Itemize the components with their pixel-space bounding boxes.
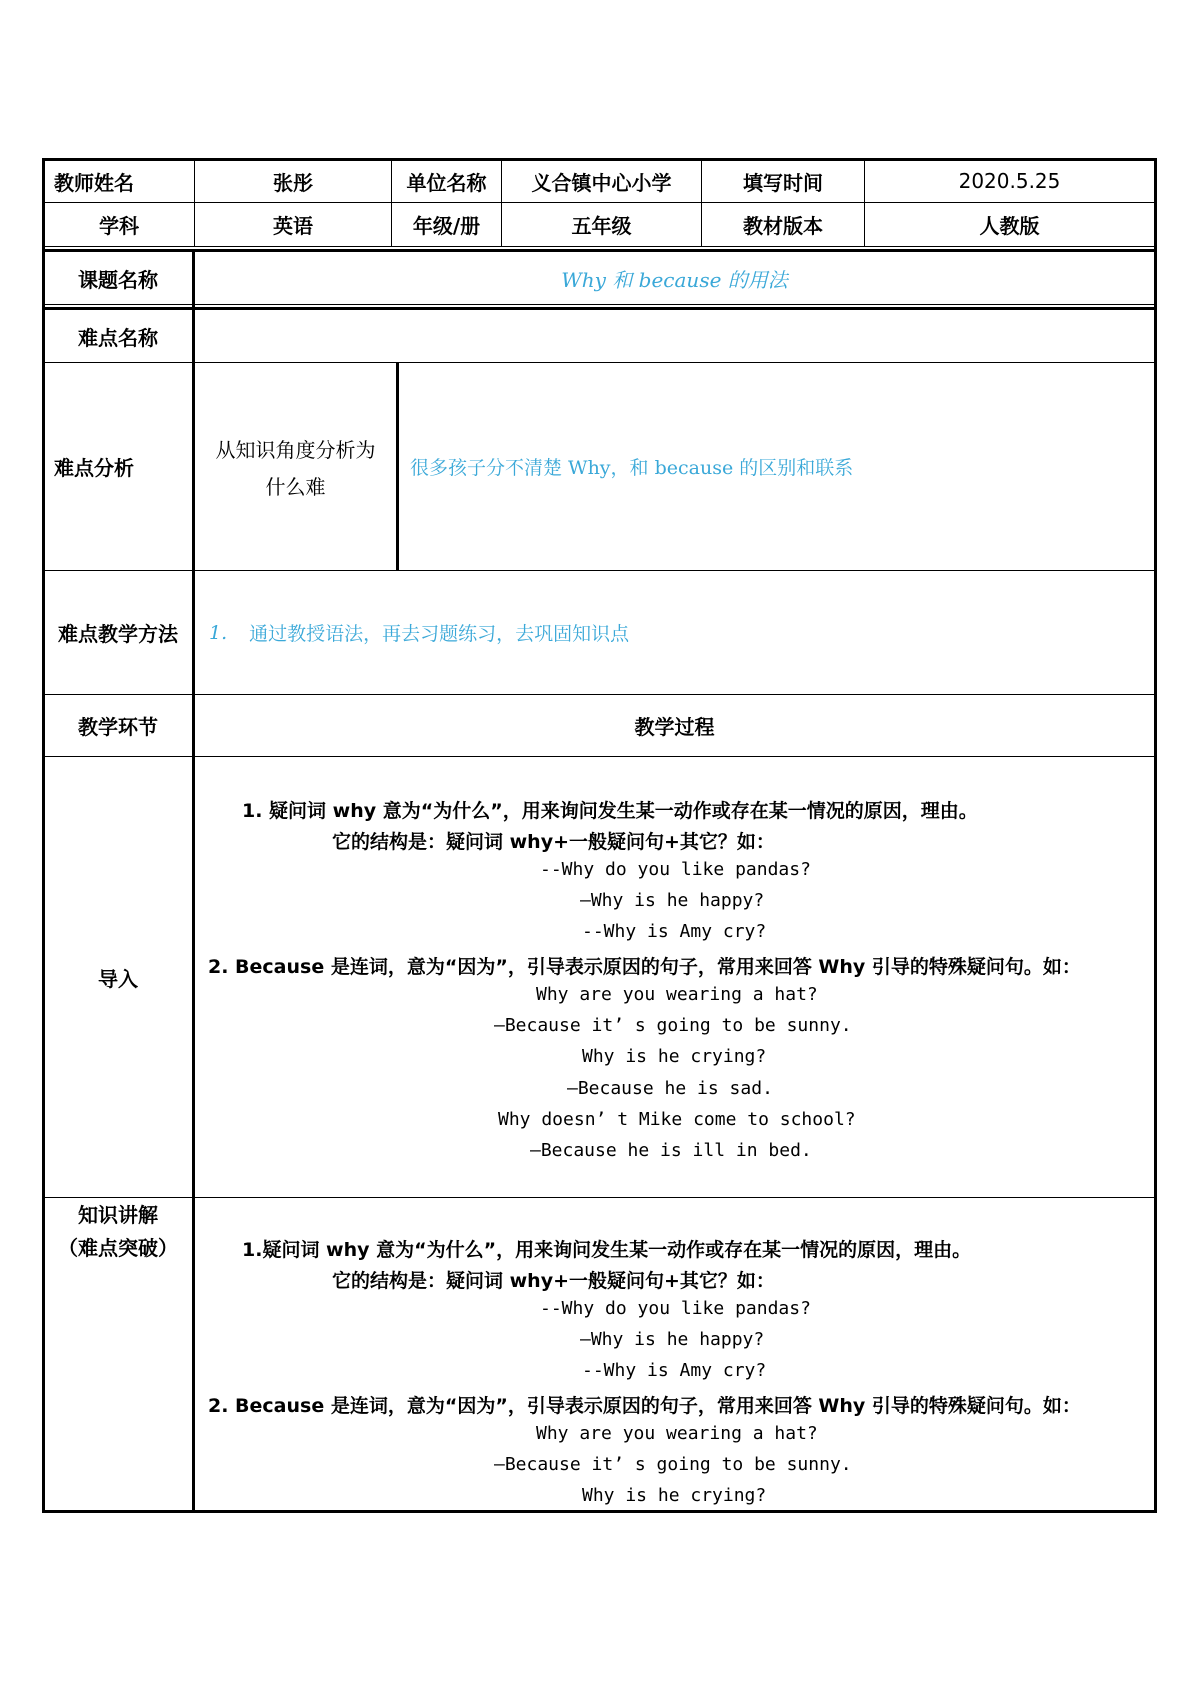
intro-line: Why is he crying? [582, 1046, 767, 1067]
method-value: 通过教授语法，再去习题练习，去巩固知识点 [249, 623, 630, 645]
knowledge-line: Why are you wearing a hat? [536, 1423, 818, 1444]
intro-line: Why are you wearing a hat? [536, 984, 818, 1005]
knowledge-line: 1.疑问词 why 意为“为什么”，用来询问发生某一动作或存在某一情况的原因，理由。 [242, 1239, 972, 1261]
intro-line: 2. Because 是连词，意为“因为”，引导表示原因的句子，常用来回答 Why 引导的特殊疑问句。如： [208, 956, 1081, 978]
intro-line: —Because he is ill in bed. [530, 1140, 812, 1161]
process-stage-label: 教学环节 [78, 715, 158, 739]
method-value-row [195, 571, 1154, 694]
grade-label: 年级/册 [412, 214, 481, 238]
subject-label: 学科 [99, 214, 139, 238]
intro-label: 导入 [98, 966, 138, 991]
analysis-col-divider [396, 362, 399, 570]
textbook-version-value: 人教版 [979, 214, 1040, 238]
subject-value: 英语 [273, 214, 313, 238]
row-divider [42, 756, 1157, 757]
fill-date-value: 2020.5.25 [958, 169, 1061, 193]
textbook-version-label: 教材版本 [743, 214, 823, 238]
intro-line: Why doesn’ t Mike come to school? [498, 1109, 856, 1130]
analysis-label: 难点分析 [54, 456, 134, 480]
intro-line: 它的结构是：疑问词 why+一般疑问句+其它？如： [332, 831, 775, 853]
knowledge-line: Why is he crying? [582, 1485, 767, 1506]
intro-line: —Because he is sad. [567, 1078, 773, 1099]
row-divider [42, 304, 1157, 305]
unit-name-value: 义合镇中心小学 [531, 170, 672, 195]
knowledge-line: —Because it’ s going to be sunny. [494, 1454, 852, 1475]
knowledge-label [44, 1198, 192, 1262]
analysis-sublabel-line-2: 什么难 [265, 474, 326, 499]
topic-value: Why 和 because 的用法 [561, 267, 788, 292]
analysis-sublabel-line-1: 从知识角度分析为 [215, 437, 376, 462]
topic-label: 课题名称 [78, 267, 158, 292]
table-border-bottom [42, 1510, 1157, 1513]
difficulty-value [195, 310, 1154, 362]
teacher-name-label: 教师姓名 [54, 170, 134, 195]
difficulty-label: 难点名称 [78, 325, 158, 350]
grade-value: 五年级 [571, 214, 632, 238]
intro-line: —Because it’ s going to be sunny. [494, 1015, 852, 1036]
knowledge-line: —Why is he happy? [580, 1329, 765, 1350]
method-label: 难点教学方法 [58, 622, 178, 646]
fill-date-label: 填写时间 [743, 170, 823, 195]
process-content-label: 教学过程 [634, 715, 715, 739]
intro-line: —Why is he happy? [580, 890, 765, 911]
intro-line: 1. 疑问词 why 意为“为什么”，用来询问发生某一动作或存在某一情况的原因，理由。 [242, 800, 978, 822]
knowledge-label-line-2: （难点突破） [58, 1236, 178, 1260]
intro-line: --Why do you like pandas? [540, 859, 811, 880]
row-divider [42, 246, 1157, 247]
row-divider [42, 1197, 1157, 1198]
teacher-name-value: 张彤 [273, 170, 313, 195]
knowledge-line: --Why is Amy cry? [582, 1360, 767, 1381]
analysis-sublabel [195, 363, 396, 570]
analysis-value: 很多孩子分不清楚 Why，和 because 的区别和联系 [410, 457, 854, 479]
knowledge-label-line-1: 知识讲解 [78, 1203, 158, 1227]
intro-line: --Why is Amy cry? [582, 921, 767, 942]
knowledge-line: --Why do you like pandas? [540, 1298, 811, 1319]
knowledge-line: 它的结构是：疑问词 why+一般疑问句+其它？如： [332, 1270, 775, 1292]
knowledge-line: 2. Because 是连词，意为“因为”，引导表示原因的句子，常用来回答 Why 引导的特殊疑问句。如： [208, 1395, 1081, 1417]
unit-name-label: 单位名称 [406, 170, 487, 195]
method-number: 1. [209, 621, 228, 644]
